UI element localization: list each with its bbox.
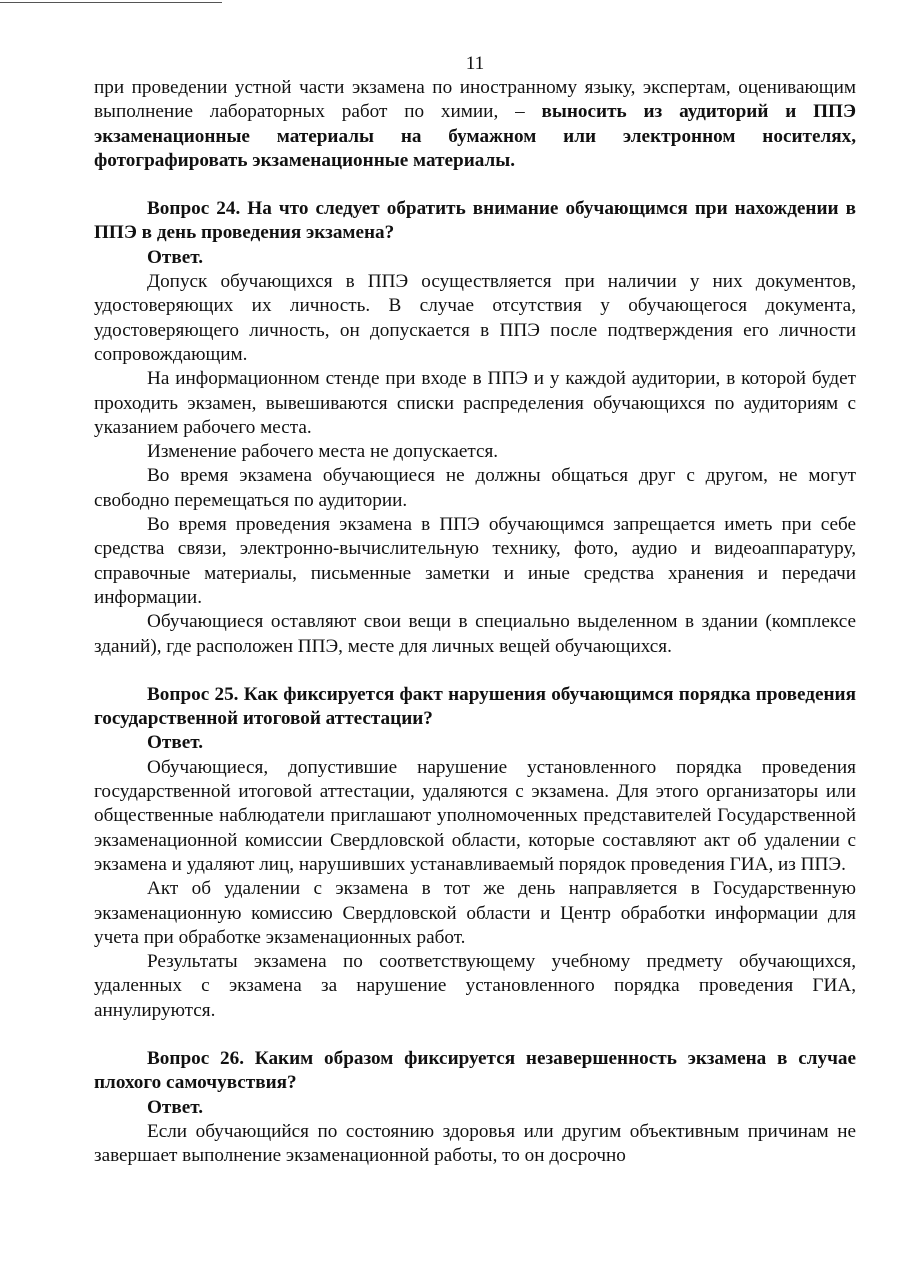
top-paragraph — [94, 76, 856, 173]
answer-paragraph: На информационном стенде при входе в ППЭ и у каждой аудитории, в которой будет проходить экзамен, вывешиваются списки распределения обучающихся по аудиториям с указанием рабочего места. — [94, 368, 856, 438]
question-heading: Вопрос 26. Каким образом фиксируется незавершенность экзамена в случае плохого самочувствия? — [94, 1047, 856, 1094]
answer-label: Ответ. — [147, 1096, 204, 1118]
section-question-26 — [94, 1047, 856, 1168]
answer-paragraph: Во время экзамена обучающиеся не должны общаться друг с другом, не могут свободно перемещаться по аудитории. — [94, 465, 856, 511]
question-heading: Вопрос 24. На что следует обратить внимание обучающимся при нахождении в ППЭ в день проведения экзамена? — [94, 198, 856, 244]
scan-edge-line — [0, 2, 222, 3]
document-page — [94, 52, 856, 1168]
answer-paragraph: Во время проведения экзамена в ППЭ обучающимся запрещается иметь при себе средства связи, электронно-вычислительную технику, фото, аудио и видеоаппаратуру, справочные материалы, письменные заметки и иные средства хранения и передачи информации. — [94, 514, 856, 608]
answer-paragraph: Акт об удалении с экзамена в тот же день направляется в Государственную экзаменационную комиссию Свердловской области и Центр обработки информации для учета при обработке экзаменационных работ. — [94, 878, 856, 948]
question-heading: Вопрос 25. Как фиксируется факт нарушения обучающимся порядка проведения государственной итоговой аттестации? — [94, 683, 856, 730]
answer-label: Ответ. — [147, 246, 204, 268]
answer-paragraph: Обучающиеся, допустившие нарушение установленного порядка проведения государственной итоговой аттестации, удаляются с экзамена. Для этого организаторы или общественные наблюдатели приглашают уполномоченных представителей Государственной экзаменационной комиссии Свердловской области, которые составляют акт об удалении с экзамена и удаляют лиц, нарушивших устанавливаемый порядок проведения ГИА, из ППЭ. — [94, 756, 856, 875]
section-question-24 — [94, 197, 856, 659]
answer-paragraph: Результаты экзамена по соответствующему учебному предмету обучающихся, удаленных с экзамена за нарушение установленного порядка проведения ГИА, аннулируются. — [94, 951, 856, 1021]
top-paragraph-plain: при проведении устной части экзамена по иностранному языку, экспертам, оценивающим выполнение лабораторных работ по химии, – — [94, 77, 856, 123]
answer-paragraph: Изменение рабочего места не допускается. — [147, 441, 499, 463]
answer-paragraph: Если обучающийся по состоянию здоровья или другим объективным причинам не завершает выполнение экзаменационной работы, то он досрочно — [94, 1120, 856, 1167]
answer-paragraph: Допуск обучающихся в ППЭ осуществляется при наличии у них документов, удостоверяющих их личность. В случае отсутствия у обучающегося документа, удостоверяющего личность, он допускается в ППЭ после подтверждения его личности сопровождающим. — [94, 271, 856, 365]
answer-label: Ответ. — [147, 732, 204, 754]
page-number: 11 — [465, 53, 485, 74]
section-question-25 — [94, 683, 856, 1023]
answer-paragraph: Обучающиеся оставляют свои вещи в специально выделенном в здании (комплексе зданий), где расположен ППЭ, месте для личных вещей обучающихся. — [94, 611, 856, 657]
top-paragraph-bold: выносить из аудиторий и ППЭ экзаменационные материалы на бумажном или электронном носителях, фотографировать экзаменационные материалы. — [94, 101, 856, 171]
